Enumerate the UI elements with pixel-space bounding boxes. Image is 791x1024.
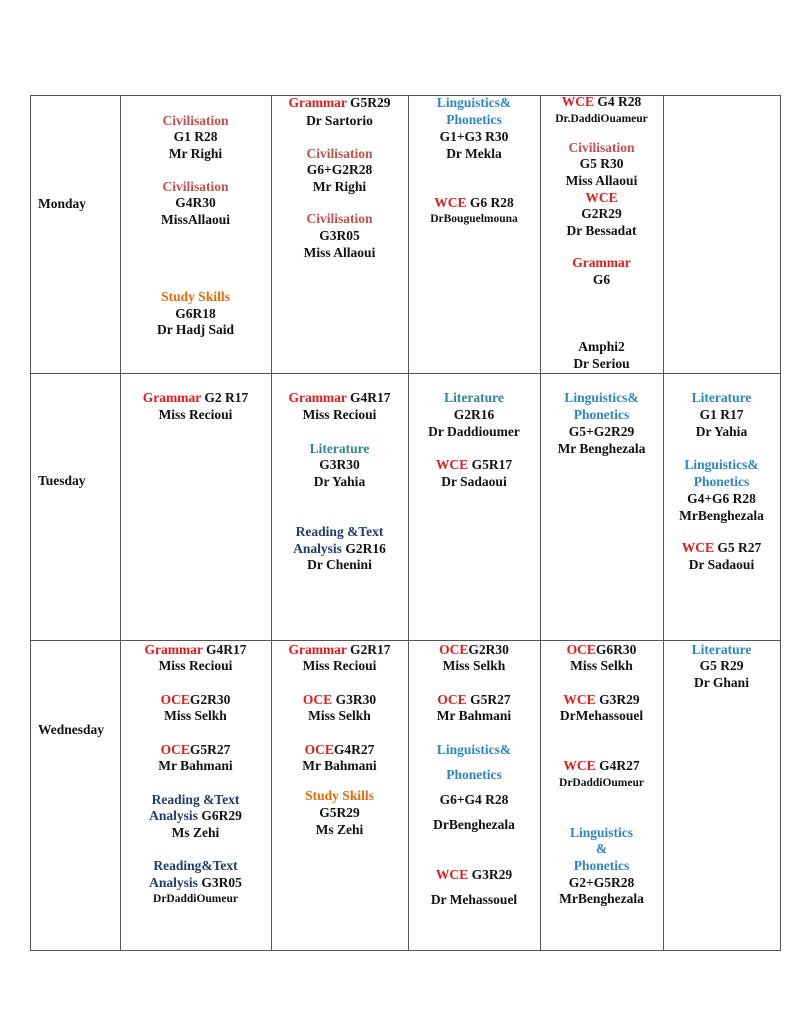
class-entry-line: [566, 173, 638, 189]
course-subject: Literature: [444, 390, 504, 405]
course-detail: G4+G6 R28: [687, 491, 756, 506]
course-detail: Miss Selkh: [570, 658, 633, 673]
class-entry-line: [437, 742, 511, 758]
class-entry-line: [143, 390, 248, 406]
course-detail: Ms Zehi: [315, 822, 364, 837]
row-divider: [30, 950, 780, 951]
course-detail: Mr Bahmani: [436, 708, 512, 723]
course-detail: G3R29: [468, 867, 513, 882]
course-detail: Ms Zehi: [171, 825, 220, 840]
class-entry-line: [164, 708, 227, 724]
class-entry-line: [563, 692, 639, 708]
class-entry-line: [446, 146, 502, 162]
course-detail: G5R29: [346, 95, 391, 110]
course-subject: Analysis: [149, 875, 198, 890]
class-entry-line: [570, 658, 633, 674]
class-entry-line: [288, 95, 390, 111]
class-entry-line: [428, 424, 520, 440]
class-entry-line: [444, 390, 504, 406]
course-detail: G1 R17: [699, 407, 744, 422]
class-entry-line: [436, 457, 512, 473]
course-detail: Mr Bahmani: [302, 758, 377, 773]
class-entry-line: [306, 211, 372, 227]
class-entry-line: [694, 474, 750, 490]
class-entry-line: [319, 805, 360, 821]
class-entry-line: [574, 858, 630, 874]
course-detail: Dr Seriou: [573, 356, 630, 371]
class-entry-line: [307, 162, 372, 178]
class-entry-line: [679, 508, 764, 524]
course-subject: Linguistics&: [436, 742, 512, 757]
class-entry-line: [310, 441, 370, 457]
course-detail: Amphi2: [578, 339, 625, 354]
class-entry-line: [308, 708, 371, 724]
course-subject: Study Skills: [161, 289, 230, 304]
class-entry-line: [573, 356, 629, 372]
course-detail: Miss Recioui: [158, 658, 233, 673]
course-detail: Dr Sartorio: [306, 113, 373, 128]
column-divider: [30, 95, 31, 951]
course-detail: G5R29: [319, 805, 360, 820]
class-entry-line: [440, 792, 509, 808]
class-entry-line: [574, 407, 630, 423]
course-subject: Grammar: [142, 390, 201, 405]
course-subject: WCE: [563, 758, 596, 773]
course-detail: DrBenghezala: [433, 817, 515, 832]
column-divider: [120, 95, 121, 951]
class-entry-line: [684, 457, 758, 473]
course-detail: Miss Selkh: [164, 708, 227, 723]
course-subject: Literature: [309, 441, 370, 456]
course-detail: G2R30: [468, 642, 509, 657]
class-entry-line: [446, 112, 502, 128]
class-entry-line: [572, 255, 630, 271]
course-detail: Mr Righi: [312, 179, 367, 194]
class-entry-line: [174, 129, 218, 145]
course-subject: Linguistics: [569, 825, 634, 840]
class-entry-line: [307, 557, 372, 573]
class-entry-line: [700, 658, 744, 674]
course-subject: Civilisation: [568, 140, 635, 155]
course-detail: G5R17: [468, 457, 513, 472]
class-entry-line: [568, 140, 634, 156]
class-entry-line: [437, 95, 511, 111]
course-detail: Dr Bessadat: [566, 223, 637, 238]
class-entry-line: [293, 541, 386, 557]
class-entry-line: [149, 875, 242, 891]
course-subject: Grammar: [288, 642, 347, 657]
class-entry-line: [159, 658, 233, 674]
class-entry-line: [175, 306, 216, 322]
class-entry-line: [687, 491, 756, 507]
course-subject: Civilisation: [306, 146, 373, 161]
day-label: Tuesday: [38, 473, 86, 488]
course-subject: Civilisation: [162, 113, 229, 128]
class-entry-line: [562, 94, 642, 110]
class-entry-line: [569, 875, 634, 891]
course-detail: Dr Mekla: [446, 146, 502, 161]
course-detail: Dr Yahia: [695, 424, 748, 439]
class-entry-line: [159, 407, 233, 423]
course-detail: G5R27: [189, 742, 231, 757]
course-detail: Dr Yahia: [313, 474, 366, 489]
course-detail: G4R27: [595, 758, 640, 773]
class-entry-line: [596, 841, 607, 857]
class-entry-line: [149, 808, 242, 824]
course-detail: Miss Recioui: [302, 407, 377, 422]
course-detail: Miss Recioui: [302, 658, 377, 673]
course-detail: MissAllaoui: [160, 212, 231, 227]
course-subject: Linguistics&: [564, 390, 639, 405]
class-entry-line: [454, 407, 495, 423]
class-entry-line: [175, 195, 216, 211]
class-entry-line: [560, 708, 643, 724]
course-detail: DrDaddiOumeur: [153, 893, 238, 905]
row-divider: [30, 95, 780, 96]
course-detail: Miss Recioui: [158, 407, 233, 422]
course-detail: Mr Righi: [168, 146, 223, 161]
course-subject: Linguistics&: [684, 457, 759, 472]
course-detail: Miss Selkh: [442, 658, 506, 673]
course-detail: G5R27: [466, 692, 511, 707]
class-entry-line: [443, 658, 506, 674]
course-subject: Reading &Text: [151, 792, 240, 807]
course-detail: G6 R28: [466, 195, 514, 210]
class-entry-line: [700, 407, 744, 423]
class-entry-line: [567, 642, 637, 658]
course-detail: G6+G2R28: [306, 162, 373, 177]
course-detail: G1 R28: [173, 129, 218, 144]
class-entry-line: [570, 825, 633, 841]
class-entry-line: [580, 156, 624, 172]
course-detail: Dr Mehassouel: [430, 892, 518, 907]
class-entry-line: [439, 642, 509, 658]
course-detail: G6: [592, 272, 611, 287]
course-subject: OCE: [160, 742, 190, 757]
course-detail: Dr Sadaoui: [441, 474, 507, 489]
course-subject: OCE: [304, 742, 334, 757]
course-detail: Dr Sadaoui: [688, 557, 755, 572]
row-divider: [30, 640, 780, 641]
class-entry-line: [319, 228, 360, 244]
class-entry-line: [437, 708, 511, 724]
course-detail: G6R18: [175, 306, 216, 321]
class-entry-line: [433, 817, 515, 833]
course-subject: Grammar: [572, 255, 631, 270]
course-detail: G4R27: [333, 742, 375, 757]
course-detail: Dr Chenini: [307, 557, 372, 572]
course-subject: Analysis: [293, 541, 342, 556]
course-detail: DrMehassouel: [559, 708, 644, 723]
course-subject: Phonetics: [446, 112, 502, 127]
course-detail: DrDaddiOumeur: [559, 777, 644, 789]
course-detail: G2+G5R28: [568, 875, 635, 890]
course-detail: G2R29: [581, 206, 622, 221]
class-entry-line: [305, 742, 375, 758]
class-entry-line: [305, 788, 374, 804]
class-entry-line: [430, 213, 518, 225]
course-detail: DrBouguelmouna: [430, 213, 518, 225]
course-subject: WCE: [435, 457, 469, 472]
class-entry-line: [569, 424, 634, 440]
course-detail: Mr Benghezala: [557, 441, 646, 456]
course-subject: Literature: [691, 390, 752, 405]
class-entry-line: [440, 129, 509, 145]
class-entry-line: [161, 742, 231, 758]
class-entry-line: [288, 390, 390, 406]
course-detail: G2R16: [453, 407, 495, 422]
course-subject: OCE: [160, 692, 190, 707]
course-detail: G3R30: [332, 692, 377, 707]
course-detail: G1+G3 R30: [439, 129, 509, 144]
course-subject: Study Skills: [305, 788, 374, 803]
course-detail: Mr Bahmani: [158, 758, 233, 773]
class-entry-line: [313, 179, 366, 195]
class-entry-line: [446, 767, 502, 783]
class-entry-line: [306, 113, 373, 129]
course-subject: Phonetics: [446, 767, 502, 782]
class-entry-line: [303, 658, 377, 674]
course-detail: G6R30: [595, 642, 637, 657]
course-detail: MrBenghezala: [679, 508, 764, 523]
class-entry-line: [161, 289, 230, 305]
course-detail: G3R05: [319, 228, 360, 243]
class-entry-line: [585, 190, 617, 206]
class-entry-line: [567, 223, 637, 239]
class-entry-line: [581, 206, 622, 222]
course-detail: G2R30: [189, 692, 231, 707]
course-detail: G4R17: [202, 642, 247, 657]
course-detail: G2R17: [346, 642, 391, 657]
course-subject: Analysis: [149, 808, 198, 823]
class-entry-line: [144, 642, 246, 658]
course-detail: G4 R28: [594, 94, 642, 109]
course-detail: G4R17: [346, 390, 391, 405]
course-subject: Grammar: [144, 642, 203, 657]
course-subject: Reading &Text: [295, 524, 384, 539]
course-subject: WCE: [561, 94, 595, 109]
course-subject: OCE: [566, 642, 596, 657]
course-detail: G6R29: [197, 808, 242, 823]
class-entry-line: [303, 692, 376, 708]
row-divider: [30, 373, 780, 374]
class-entry-line: [152, 792, 240, 808]
course-detail: Dr Daddioumer: [428, 424, 520, 439]
course-subject: &: [595, 841, 608, 856]
class-entry-line: [172, 825, 220, 841]
course-detail: G5+G2R29: [568, 424, 635, 439]
class-entry-line: [682, 540, 762, 556]
course-subject: Civilisation: [162, 179, 229, 194]
course-subject: Reading&Text: [153, 858, 238, 873]
course-detail: G6+G4 R28: [439, 792, 509, 807]
course-detail: G5 R29: [699, 658, 744, 673]
class-entry-line: [161, 692, 231, 708]
column-divider: [408, 95, 409, 951]
class-entry-line: [169, 146, 222, 162]
class-entry-line: [441, 474, 506, 490]
course-detail: Dr Ghani: [694, 675, 749, 690]
class-entry-line: [434, 195, 514, 211]
course-subject: OCE: [439, 642, 469, 657]
class-entry-line: [431, 892, 517, 908]
course-subject: OCE: [302, 692, 333, 707]
column-divider: [271, 95, 272, 951]
class-entry-line: [161, 212, 230, 228]
day-label: Monday: [38, 196, 87, 211]
class-entry-line: [162, 179, 228, 195]
class-entry-line: [304, 245, 376, 261]
course-subject: OCE: [437, 692, 467, 707]
course-subject: Phonetics: [573, 407, 630, 422]
course-detail: G5 R30: [579, 156, 624, 171]
class-entry-line: [559, 777, 644, 789]
class-entry-line: [559, 891, 644, 907]
class-entry-line: [593, 272, 610, 288]
day-label: Wednesday: [38, 722, 105, 737]
course-subject: Phonetics: [693, 474, 750, 489]
class-entry-line: [436, 867, 512, 883]
column-divider: [663, 95, 664, 951]
class-entry-line: [314, 474, 365, 490]
class-entry-line: [694, 675, 749, 691]
class-entry-line: [288, 642, 390, 658]
course-detail: Dr Hadj Said: [156, 322, 235, 337]
class-entry-line: [157, 322, 234, 338]
class-entry-line: [578, 339, 625, 355]
course-detail: G3R05: [197, 875, 242, 890]
course-subject: WCE: [681, 540, 715, 555]
class-entry-line: [692, 642, 752, 658]
course-detail: Dr.DaddiOuameur: [555, 113, 648, 125]
course-detail: G5 R27: [714, 540, 762, 555]
class-entry-line: [316, 822, 364, 838]
course-subject: Civilisation: [306, 211, 373, 226]
course-subject: WCE: [435, 867, 469, 882]
course-detail: G2R16: [341, 541, 386, 556]
course-detail: Miss Selkh: [308, 708, 371, 723]
class-entry-line: [153, 893, 238, 905]
class-entry-line: [303, 407, 377, 423]
class-entry-line: [692, 390, 752, 406]
course-subject: WCE: [563, 692, 596, 707]
course-detail: G3R30: [319, 457, 360, 472]
class-entry-line: [162, 113, 228, 129]
course-subject: WCE: [585, 190, 618, 205]
class-entry-line: [555, 113, 648, 125]
course-detail: MrBenghezala: [559, 891, 644, 906]
class-entry-line: [296, 524, 384, 540]
course-detail: Miss Allaoui: [303, 245, 376, 260]
class-entry-line: [153, 858, 237, 874]
class-entry-line: [696, 424, 747, 440]
class-entry-line: [689, 557, 754, 573]
class-entry-line: [158, 758, 232, 774]
course-subject: Grammar: [288, 390, 347, 405]
course-detail: G3R29: [595, 692, 640, 707]
class-entry-line: [564, 390, 638, 406]
column-divider: [780, 95, 781, 951]
course-detail: G2 R17: [200, 390, 249, 405]
course-subject: Linguistics&: [436, 95, 512, 110]
course-subject: Phonetics: [573, 858, 630, 873]
class-entry-line: [306, 146, 372, 162]
course-detail: Miss Allaoui: [565, 173, 638, 188]
course-detail: G4R30: [175, 195, 216, 210]
course-subject: Literature: [691, 642, 752, 657]
class-entry-line: [437, 692, 510, 708]
class-entry-line: [319, 457, 360, 473]
column-divider: [540, 95, 541, 951]
class-entry-line: [558, 441, 646, 457]
class-entry-line: [302, 758, 376, 774]
class-entry-line: [563, 758, 639, 774]
course-subject: WCE: [434, 195, 467, 210]
course-subject: Grammar: [288, 95, 347, 110]
